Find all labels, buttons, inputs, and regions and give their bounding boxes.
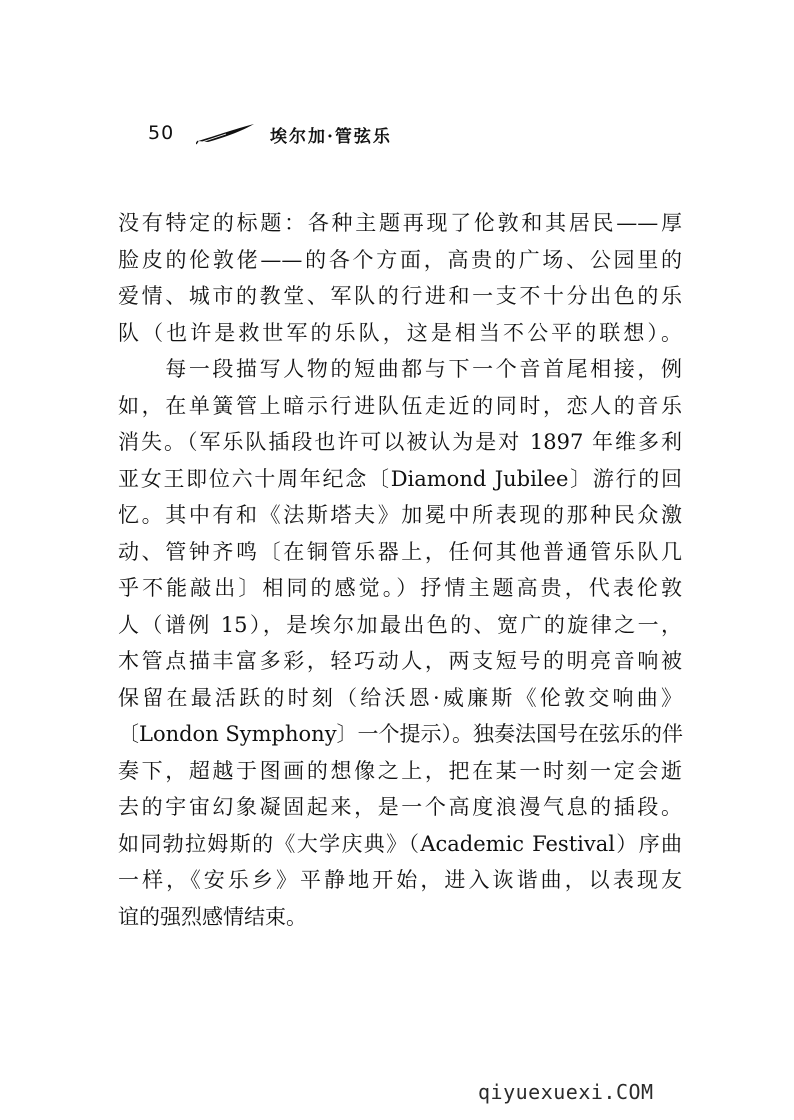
text-line: 如，在单簧管上暗示行进队伍走近的同时，恋人的音乐 — [118, 393, 682, 418]
text-line: 消失。（军乐队插段也许可以被认为是对 1897 年维多利 — [118, 430, 682, 454]
text-line: 亚女王即位六十周年纪念〔Diamond Jubilee〕游行的回 — [118, 466, 682, 491]
text-line: 爱情、城市的教堂、军队的行进和一支不十分出色的乐 — [118, 284, 682, 308]
text-line: 没有特定的标题：各种主题再现了伦敦和其居民——厚 — [118, 211, 682, 235]
text-line: 一样，《安乐乡》平静地开始，进入诙谐曲，以表现友 — [118, 868, 682, 892]
text-line: 去的宇宙幻象凝固起来，是一个高度浪漫气息的插段。 — [118, 795, 682, 819]
text-line: 谊的强烈感情结束。 — [118, 904, 307, 929]
page-header — [148, 120, 668, 150]
text-line: 队（也许是救世军的乐队，这是相当不公平的联想）。 — [118, 320, 682, 345]
text-line: 乎不能敲出〕相同的感觉。）抒情主题高贵，代表伦敦 — [118, 576, 682, 600]
page-number: 50 — [148, 122, 175, 144]
site-watermark: qiyuexuexi.COM — [478, 1080, 654, 1104]
text-line: 木管点描丰富多彩，轻巧动人，两支短号的明亮音响被 — [118, 649, 682, 673]
text-line: 保留在最活跃的时刻（给沃恩·威廉斯《伦敦交响曲》 — [118, 685, 682, 710]
text-line: 脸皮的伦敦佬——的各个方面，高贵的广场、公园里的 — [118, 247, 682, 272]
text-line: 忆。其中有和《法斯塔夫》加冕中所表现的那种民众激 — [118, 503, 682, 527]
text-line: 〔London Symphony〕一个提示）。独奏法国号在弦乐的伴 — [118, 722, 684, 746]
quill-icon — [196, 122, 256, 146]
running-title: 埃尔加·管弦乐 — [270, 127, 392, 147]
body-text — [118, 205, 682, 935]
text-line: 人（谱例 15），是埃尔加最出色的、宽广的旋律之一， — [118, 612, 682, 637]
text-line: 奏下，超越于图画的想像之上，把在某一时刻一定会逝 — [118, 758, 682, 783]
text-line: 动、管钟齐鸣〔在铜管乐器上，任何其他普通管乐队几 — [118, 539, 682, 564]
text-line: 如同勃拉姆斯的《大学庆典》（Academic Festival）序曲 — [118, 831, 682, 856]
text-line: 每一段描写人物的短曲都与下一个音首尾相接，例 — [118, 357, 682, 381]
